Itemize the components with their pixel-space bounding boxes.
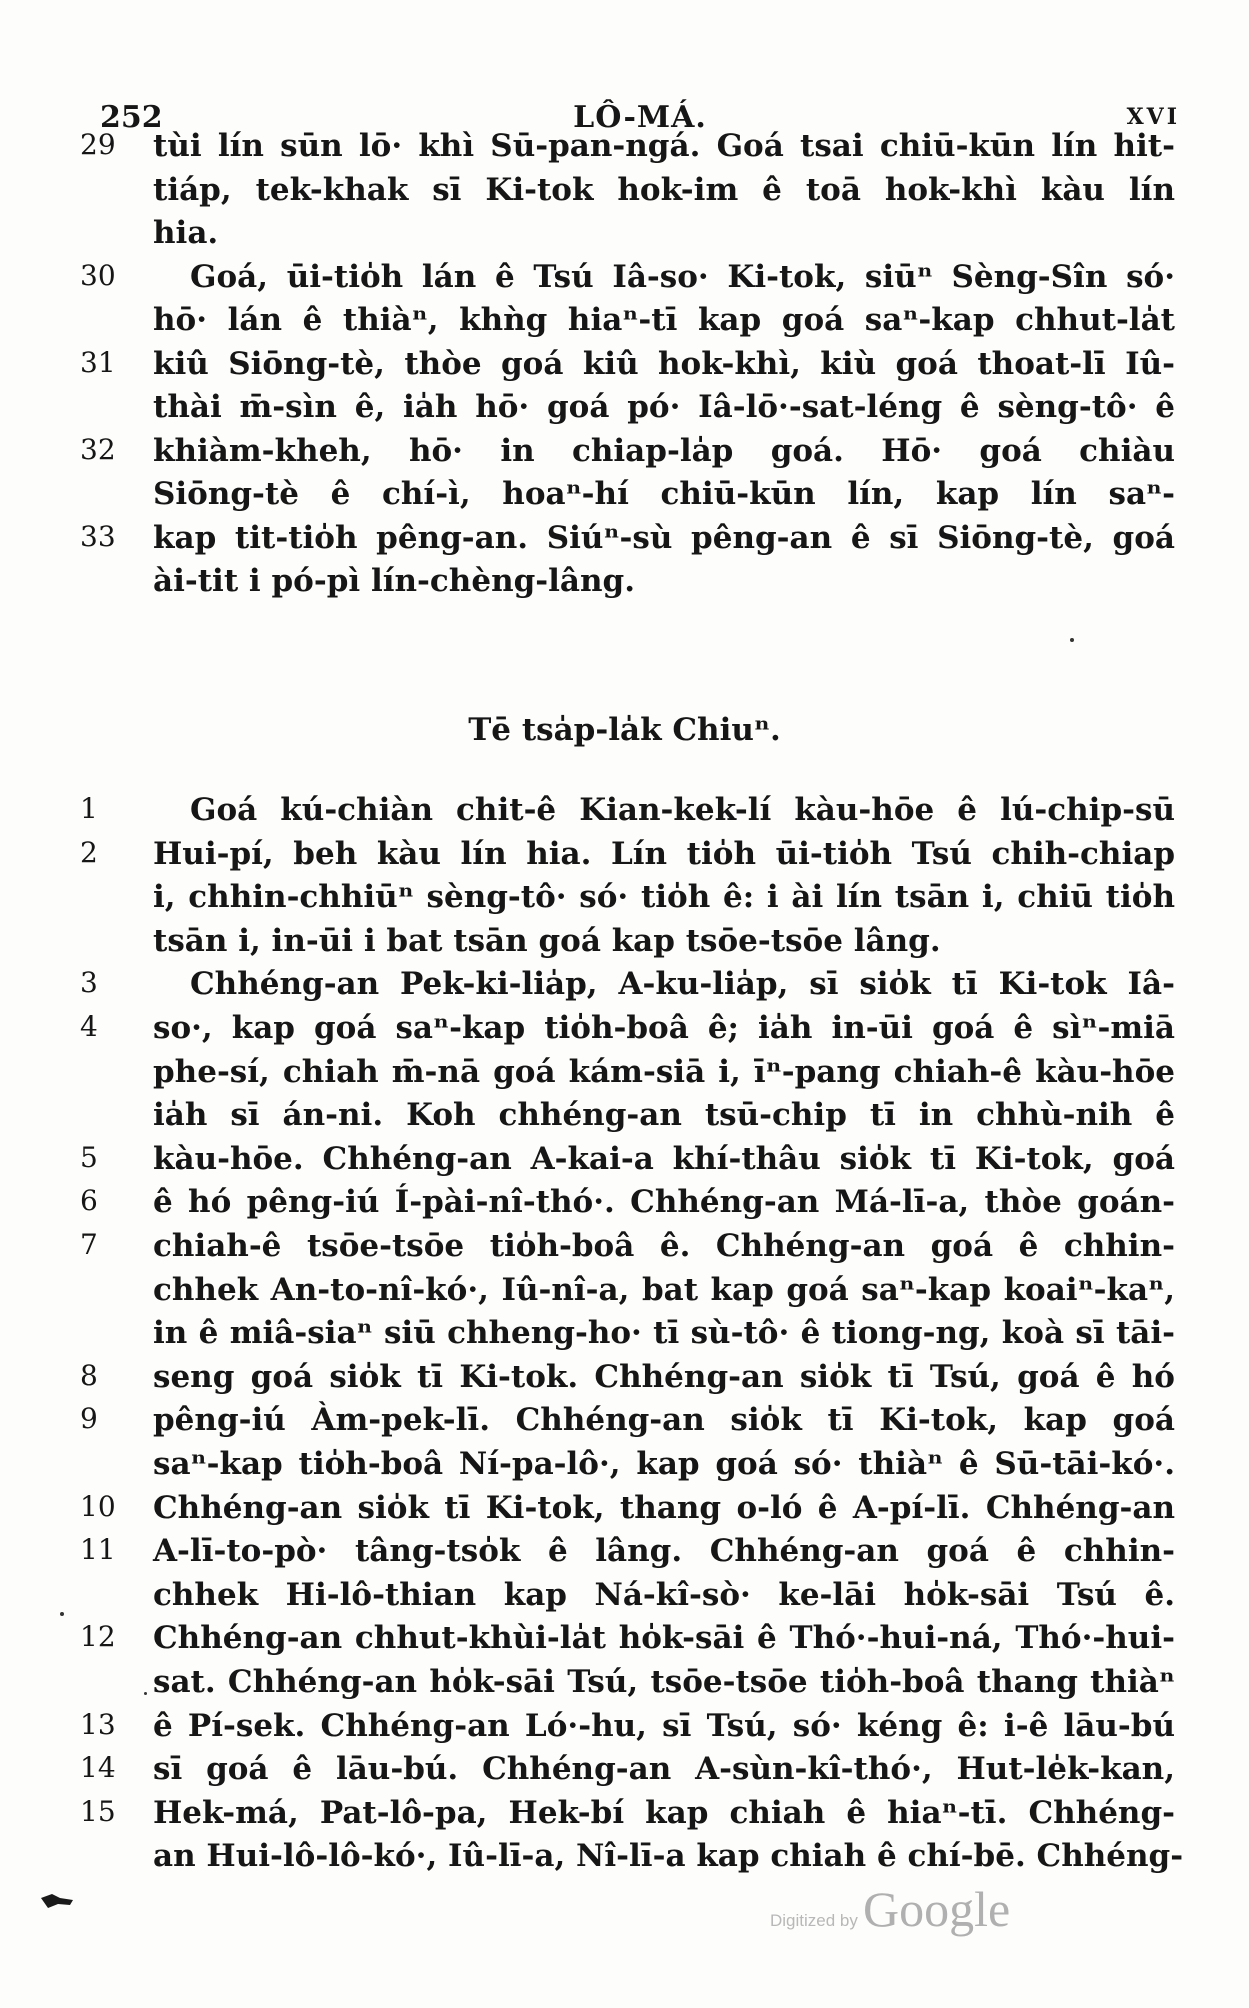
text-line bbox=[0, 1795, 1249, 1839]
verse-number: 4 bbox=[80, 1010, 98, 1043]
text-line bbox=[0, 1751, 1249, 1795]
digitized-by-label: Digitized by bbox=[770, 1911, 858, 1930]
verse-text: i, chhin-chhiūⁿ sèng-tô· só· tio̍h ê: i ài lín tsān i, chiū tio̍h bbox=[153, 879, 1175, 916]
verse-text: Chhéng-an chhut-khùi-la̍t ho̍k-sāi ê Thó·-hui-ná, Thó·-hui- bbox=[153, 1620, 1175, 1657]
verse-text: ài-tit i pó-pì lín-chèng-lâng. bbox=[153, 563, 636, 599]
verse-text: pêng-iú Àm-pek-lī. Chhéng-an sio̍k tī Ki-tok, kap goá bbox=[153, 1402, 1175, 1439]
verse-number: 14 bbox=[80, 1751, 116, 1785]
verse-number: 1 bbox=[80, 792, 98, 825]
text-line bbox=[0, 836, 1249, 880]
text-line bbox=[0, 1097, 1249, 1141]
verse-number: 15 bbox=[80, 1794, 116, 1828]
verse-text: Chhéng-an Pek-ki-lia̍p, A-ku-lia̍p, sī sio̍k tī Ki-tok Iâ- bbox=[190, 966, 1175, 1003]
verse-number: 33 bbox=[80, 519, 116, 553]
text-line bbox=[0, 1620, 1249, 1664]
verse-text: ê Pí-sek. Chhéng-an Ló·-hu, sī Tsú, só· kéng ê: i-ê lāu-bú bbox=[153, 1707, 1175, 1744]
verse-text: khiàm-kheh, hō· in chiap-la̍p goá. Hō· goá chiàu bbox=[153, 432, 1175, 469]
ink-speck bbox=[60, 1612, 64, 1616]
verse-text: kàu-hōe. Chhéng-an A-kai-a khí-thâu sio̍k tī Ki-tok, goá bbox=[153, 1140, 1175, 1177]
text-line bbox=[0, 1141, 1249, 1185]
verse-text: so·, kap goá saⁿ-kap tio̍h-boâ ê; ia̍h in-ūi goá ê sìⁿ-miā bbox=[153, 1010, 1175, 1046]
verse-text: in ê miâ-siaⁿ siū chheng-ho· tī sù-tô· ê tiong-ng, koà sī tāi- bbox=[153, 1315, 1175, 1352]
verse-text: Goá kú-chiàn chit-ê Kian-kek-lí kàu-hōe ê lú-chip-sū bbox=[190, 792, 1175, 828]
page-number: 252 bbox=[100, 100, 163, 135]
text-line bbox=[0, 1490, 1249, 1534]
text-line bbox=[0, 128, 1249, 172]
google-logo: Google bbox=[862, 1881, 1011, 1937]
text-line bbox=[0, 1838, 1249, 1882]
verse-text: hō· lán ê thiàⁿ, khǹg hiaⁿ-tī kap goá saⁿ-kap chhut-la̍t bbox=[153, 302, 1175, 338]
text-line bbox=[0, 1184, 1249, 1228]
verse-number: 6 bbox=[80, 1184, 98, 1218]
verse-number: 31 bbox=[80, 345, 116, 379]
verse-number: 11 bbox=[80, 1533, 116, 1567]
verse-text: kap tit-tio̍h pêng-an. Siúⁿ-sù pêng-an ê sī Siōng-tè, goá bbox=[153, 519, 1175, 556]
verse-text: ê hó pêng-iú Í-pài-nî-thó·. Chhéng-an Má-lī-a, thòe goán- bbox=[153, 1184, 1175, 1221]
verse-text: saⁿ-kap tio̍h-boâ Ní-pa-lô·, kap goá só· thiàⁿ ê Sū-tāi-kó·. bbox=[153, 1446, 1175, 1482]
text-line bbox=[0, 302, 1249, 346]
ink-speck bbox=[144, 1692, 147, 1695]
text-line bbox=[0, 346, 1249, 390]
text-line bbox=[0, 792, 1249, 836]
text-line bbox=[0, 476, 1249, 520]
verse-number: 32 bbox=[80, 432, 116, 466]
verse-number: 9 bbox=[80, 1402, 98, 1436]
verse-number: 5 bbox=[80, 1140, 98, 1174]
verse-number: 29 bbox=[80, 128, 116, 161]
verse-number: 12 bbox=[80, 1620, 116, 1654]
text-line bbox=[0, 1446, 1249, 1490]
text-line bbox=[0, 923, 1249, 967]
text-line bbox=[0, 215, 1249, 259]
verse-number: 30 bbox=[80, 258, 116, 292]
verse-text: hia. bbox=[153, 215, 219, 251]
text-line bbox=[0, 433, 1249, 477]
verse-text: sat. Chhéng-an ho̍k-sāi Tsú, tsōe-tsōe tio̍h-boâ thang thiàⁿ bbox=[153, 1664, 1175, 1700]
verse-text: an Hui-lô-lô-kó·, Iû-lī-a, Nî-lī-a kap chiah ê chí-bē. Chhéng- bbox=[153, 1838, 1184, 1875]
text-line bbox=[0, 1577, 1249, 1621]
verse-text: tùi lín sūn lō· khì Sū-pan-ngá. Goá tsai chiū-kūn lín hit- bbox=[153, 128, 1175, 164]
text-line bbox=[0, 389, 1249, 433]
verse-text: Siōng-tè ê chí-ì, hoaⁿ-hí chiū-kūn lín, kap lín saⁿ- bbox=[153, 476, 1175, 512]
verse-text: thài m̄-sìn ê, ia̍h hō· goá pó· Iâ-lō·-sat-léng ê sèng-tô· ê bbox=[153, 389, 1175, 425]
section-heading: Tē tsa̍p-la̍k Chiuⁿ. bbox=[468, 712, 781, 748]
verse-text: tiáp, tek-khak sī Ki-tok hok-im ê toā hok-khì kàu lín bbox=[153, 171, 1175, 208]
text-line bbox=[0, 172, 1249, 216]
text-line bbox=[0, 1315, 1249, 1359]
text-line bbox=[0, 1708, 1249, 1752]
text-line bbox=[0, 879, 1249, 923]
text-line bbox=[0, 1054, 1249, 1098]
verse-number: 10 bbox=[80, 1489, 116, 1523]
text-line bbox=[0, 1228, 1249, 1272]
verse-text: Chhéng-an sio̍k tī Ki-tok, thang o-ló ê A-pí-lī. Chhéng-an bbox=[153, 1489, 1175, 1526]
verse-text: sī goá ê lāu-bú. Chhéng-an A-sùn-kî-thó·, Hut-le̍k-kan, bbox=[153, 1751, 1175, 1788]
verse-number: 3 bbox=[80, 966, 98, 1000]
verse-text: Goá, ūi-tio̍h lán ê Tsú Iâ-so· Ki-tok, siūⁿ Sèng-Sîn só· bbox=[190, 258, 1175, 295]
text-line bbox=[0, 966, 1249, 1010]
digitized-watermark bbox=[770, 1880, 1010, 1938]
text-line bbox=[0, 1272, 1249, 1316]
verse-text: Hui-pí, beh kàu lín hia. Lín tio̍h ūi-tio̍h Tsú chih-chiap bbox=[153, 835, 1175, 872]
running-title: LÔ-MÁ. bbox=[573, 100, 707, 135]
verse-text: A-lī-to-pò· tâng-tso̍k ê lâng. Chhéng-an goá ê chhin- bbox=[153, 1533, 1175, 1570]
verse-text: Hek-má, Pat-lô-pa, Hek-bí kap chiah ê hiaⁿ-tī. Chhéng- bbox=[153, 1794, 1175, 1831]
verse-number: 2 bbox=[80, 835, 98, 869]
verse-text: chiah-ê tsōe-tsōe tio̍h-boâ ê. Chhéng-an goá ê chhin- bbox=[153, 1228, 1175, 1264]
verse-text: chhek Hi-lô-thian kap Ná-kî-sò· ke-lāi ho̍k-sāi Tsú ê. bbox=[153, 1576, 1175, 1613]
verse-text: chhek An-to-nî-kó·, Iû-nî-a, bat kap goá saⁿ-kap koaiⁿ-kaⁿ, bbox=[153, 1271, 1175, 1308]
text-line bbox=[0, 1359, 1249, 1403]
text-line bbox=[0, 1533, 1249, 1577]
verse-number: 8 bbox=[80, 1358, 98, 1392]
verse-number: 13 bbox=[80, 1707, 116, 1741]
text-line bbox=[0, 1402, 1249, 1446]
text-line bbox=[0, 1664, 1249, 1708]
text-line bbox=[0, 1010, 1249, 1054]
text-line bbox=[0, 563, 1249, 607]
margin-hand-mark bbox=[40, 1892, 74, 1910]
verse-number: 7 bbox=[80, 1228, 98, 1261]
verse-text: ia̍h sī án-ni. Koh chhéng-an tsū-chip tī in chhù-nih ê bbox=[153, 1097, 1175, 1134]
text-line bbox=[0, 520, 1249, 564]
verse-text: tsān i, in-ūi i bat tsān goá kap tsōe-tsōe lâng. bbox=[153, 922, 941, 959]
ink-speck bbox=[1070, 638, 1074, 642]
verse-text: seng goá sio̍k tī Ki-tok. Chhéng-an sio̍k tī Tsú, goá ê hó bbox=[153, 1358, 1175, 1395]
verse-text: phe-sí, chiah m̄-nā goá kám-siā i, īⁿ-pang chiah-ê kàu-hōe bbox=[153, 1053, 1175, 1090]
verse-text: kiû Siōng-tè, thòe goá kiû hok-khì, kiù goá thoat-lī Iû- bbox=[153, 345, 1175, 382]
chapter-number: XVI bbox=[1126, 104, 1180, 130]
text-line bbox=[0, 259, 1249, 303]
